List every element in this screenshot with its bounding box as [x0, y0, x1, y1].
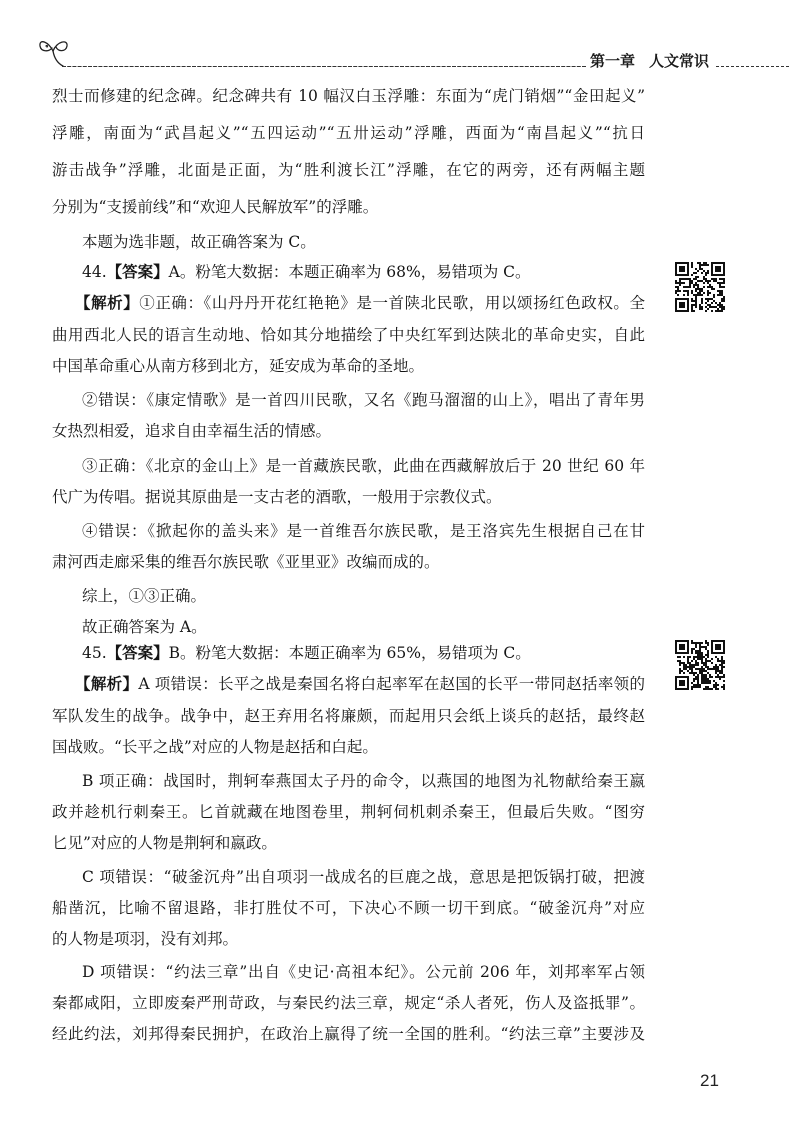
question-number: 45. [82, 644, 107, 662]
text-line: 故正确答案为 A。 [82, 618, 207, 636]
answer-text: B。粉笔大数据：本题正确率为 65%，易错项为 C。 [168, 644, 531, 662]
text-line: 浮雕，南面为“武昌起义”“五四运动”“五卅运动”浮雕，西面为“南昌起义”“抗日 [52, 124, 645, 142]
text-line: 综上，①③正确。 [82, 587, 207, 605]
analysis-line [52, 669, 645, 699]
answer-line [52, 638, 645, 668]
answer-line [52, 257, 645, 287]
text-line: 匕见”对应的人物是荆轲和嬴政。 [52, 834, 277, 852]
text-line: 国战败。“长平之战”对应的人物是赵括和白起。 [52, 738, 378, 756]
analysis-text: ①正确：《山丹丹开花红艳艳》是一首陕北民歌，用以颂扬红色政权。全 [139, 294, 645, 312]
text-line: 中国革命重心从南方移到北方，延安成为革命的圣地。 [52, 357, 425, 375]
sprout-icon [40, 42, 67, 66]
text-line: 的人物是项羽，没有刘邦。 [52, 930, 239, 948]
text-line: D 项错误：“约法三章”出自《史记·高祖本纪》。公元前 206 年，刘邦率军占领 [82, 963, 645, 981]
text-line: ③正确：《北京的金山上》是一首藏族民歌，此曲在西藏解放后于 20 世纪 60 年 [82, 457, 645, 475]
chapter-number: 第一章 [590, 52, 636, 70]
text-line: 代广为传唱。据说其原曲是一支古老的酒歌，一般用于宗教仪式。 [52, 488, 502, 506]
text-line: ④错误：《掀起你的盖头来》是一首维吾尔族民歌，是王洛宾先生根据自己在甘 [82, 522, 645, 540]
text-line: ②错误：《康定情歌》是一首四川民歌，又名《跑马溜溜的山上》，唱出了青年男 [82, 391, 645, 409]
text-line: 船凿沉，比喻不留退路，非打胜仗不可，下决心不顾一切干到底。“破釜沉舟”对应 [52, 899, 645, 917]
analysis-label: 【解析】 [75, 674, 139, 693]
answer-label: 【答案】 [106, 643, 169, 662]
text-line: B 项正确：战国时，荆轲奉燕国太子丹的命令，以燕国的地图为礼物献给秦王嬴 [82, 772, 645, 790]
text-line: 本题为选非题，故正确答案为 C。 [82, 233, 316, 251]
page-number: 21 [700, 1071, 719, 1090]
qr-code [675, 640, 725, 690]
text-line: 烈士而修建的纪念碑。纪念碑共有 10 幅汉白玉浮雕：东面为“虎门销烟”“金田起义” [52, 87, 645, 105]
answer-label: 【答案】 [106, 262, 169, 281]
chapter-header [590, 51, 709, 71]
text-line: 曲用西北人民的语言生动地、恰如其分地描绘了中央红军到达陕北的革命史实，自此 [52, 326, 645, 344]
analysis-line [52, 288, 645, 318]
text-line: C 项错误：“破釜沉舟”出自项羽一战成名的巨鹿之战，意思是把饭锅打破，把渡 [82, 868, 645, 886]
text-line: 军队发生的战争。战争中，赵王弃用名将廉颇，而起用只会纸上谈兵的赵括，最终赵 [52, 707, 645, 725]
analysis-text: A 项错误：长平之战是秦国名将白起率军在赵国的长平一带同赵括率领的 [138, 675, 645, 693]
text-line: 分别为“支援前线”和“欢迎人民解放军”的浮雕。 [52, 198, 379, 216]
text-line: 秦都咸阳，立即废秦严刑苛政，与秦民约法三章，规定“杀人者死，伤人及盗抵罪”。 [52, 994, 645, 1012]
text-line: 女热烈相爱，追求自由幸福生活的情感。 [52, 422, 332, 440]
chapter-title: 人文常识 [649, 52, 710, 70]
question-number: 44. [82, 263, 107, 281]
text-line: 游击战争”浮雕，北面是正面，为“胜利渡长江”浮雕，在它的两旁，还有两幅主题 [52, 161, 645, 179]
answer-text: A。粉笔大数据：本题正确率为 68%，易错项为 C。 [168, 263, 531, 281]
analysis-label: 【解析】 [75, 293, 140, 312]
text-line: 政并趁机行刺秦王。匕首就藏在地图卷里，荆轲伺机刺杀秦王，但最后失败。“图穷 [52, 803, 645, 821]
qr-code [675, 262, 725, 312]
text-line: 经此约法，刘邦得秦民拥护，在政治上赢得了统一全国的胜利。“约法三章”主要涉及 [52, 1025, 645, 1043]
text-line: 肃河西走廊采集的维吾尔族民歌《亚里亚》改编而成的。 [52, 553, 440, 571]
